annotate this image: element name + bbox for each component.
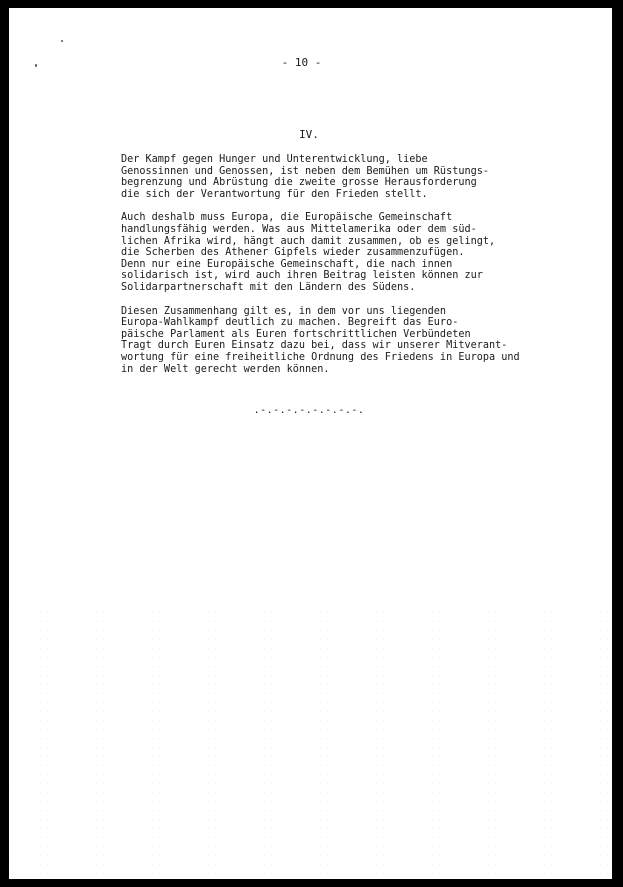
text-line: Auch deshalb muss Europa, die Europäische Gemeinschaft: [121, 212, 453, 224]
page-number: - 10 -: [281, 56, 322, 69]
text-line: Diesen Zusammenhang gilt es, in dem vor uns liegenden: [121, 305, 447, 317]
text-line: Tragt durch Euren Einsatz dazu bei, dass wir unserer Mitverant-: [121, 340, 508, 352]
paragraph-1: [121, 154, 601, 200]
document-body: [121, 154, 601, 387]
text-line: die Scherben des Athener Gipfels wieder zusammenzufügen.: [121, 247, 465, 259]
text-line: die sich der Verantwortung für den Frieden stellt.: [121, 188, 428, 200]
text-line: Der Kampf gegen Hunger und Unterentwicklung, liebe: [121, 154, 428, 165]
paragraph-3: [121, 306, 601, 376]
text-line: in der Welt gerecht werden können.: [121, 363, 330, 375]
text-line: Genossinnen und Genossen, ist neben dem Bemühen um Rüstungs-: [121, 165, 490, 177]
paragraph-2: [121, 212, 601, 293]
text-line: begrenzung und Abrüstung die zweite grosse Herausforderung: [121, 177, 477, 189]
scan-noise: [9, 608, 612, 879]
section-heading: IV.: [299, 128, 319, 141]
document-page: [9, 8, 612, 879]
text-line: Europa-Wahlkampf deutlich zu machen. Begreift das Euro-: [121, 317, 459, 329]
text-line: Solidarpartnerschaft mit den Ländern des Südens.: [121, 281, 416, 293]
scan-speck: [61, 40, 63, 42]
text-line: päische Parlament als Euren fortschrittlichen Verbündeten: [121, 328, 471, 340]
text-line: wortung für eine freiheitliche Ordnung des Friedens in Europa und: [121, 351, 520, 363]
end-mark: .-.-.-.-.-.-.-.-.: [253, 405, 365, 416]
text-line: Denn nur eine Europäische Gemeinschaft, die nach innen: [121, 258, 453, 270]
text-line: handlungsfähig werden. Was aus Mittelamerika oder dem süd-: [121, 223, 477, 235]
text-line: solidarisch ist, wird auch ihren Beitrag leisten können zur: [121, 270, 483, 282]
text-line: lichen Afrika wird, hängt auch damit zusammen, ob es gelingt,: [121, 235, 496, 247]
